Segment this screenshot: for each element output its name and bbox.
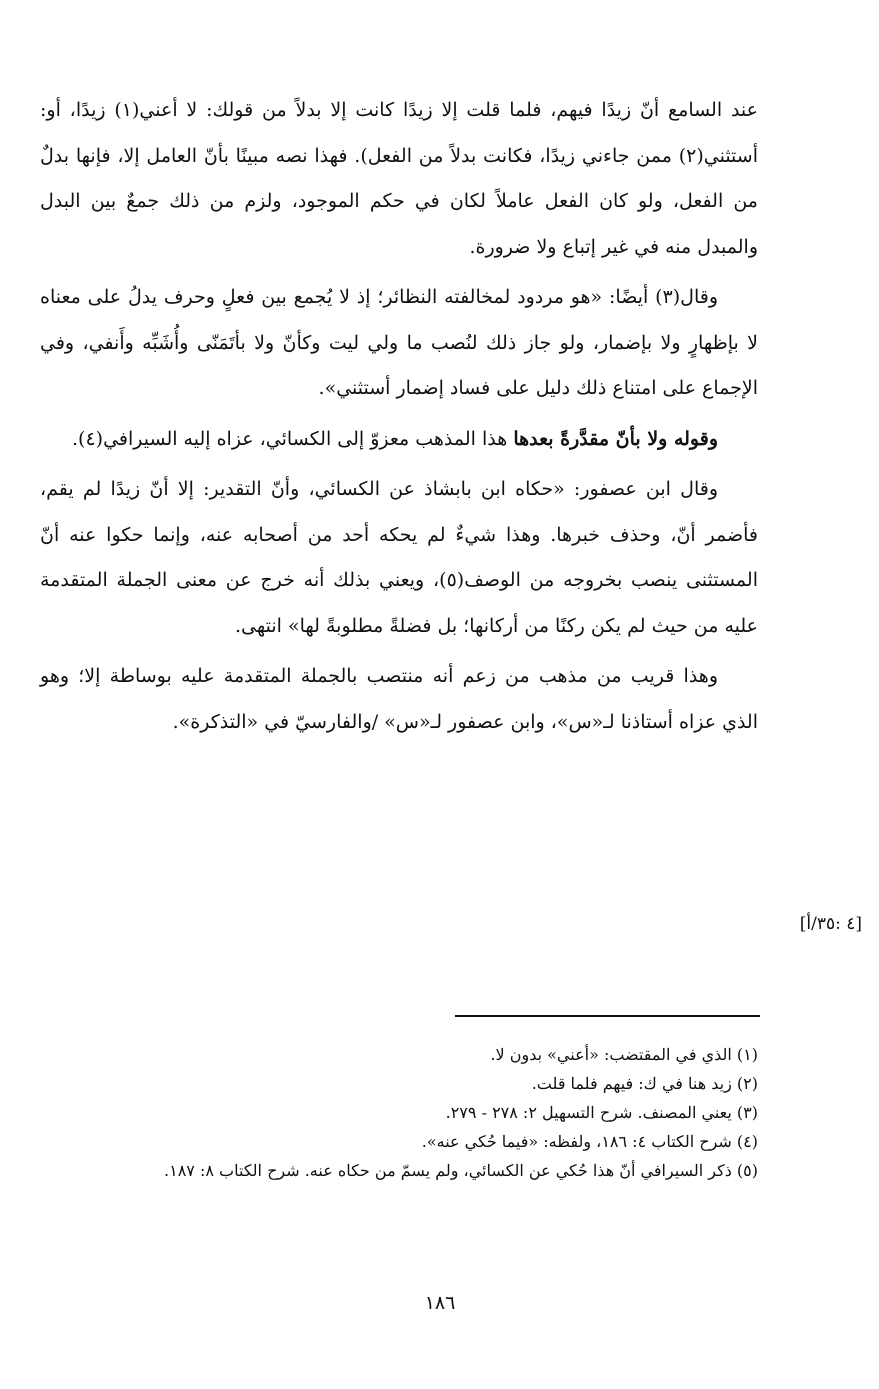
paragraph-2-text: وقال(٣) أيضًا: «هو مردود لمخالفته النظائر؛ إذ لا يُجمع بين فعلٍ وحرف يدلُ على معناه لا بإظهارٍ ولا بإضمار، ولو جاز ذلك لنُصب ما ولي ليت وكأنّ ولا بأتَمَنّى وأُشَبِّه وأَنفي، وفي الإجماع على امتناع ذلك دليل على فساد إضمار أستثني». — [40, 286, 758, 399]
paragraph-4-text: وقال ابن عصفور: «حكاه ابن بابشاذ عن الكسائي، وأنّ التقدير: إلا أنّ زيدًا لم يقم، فأضمر أنّ، وحذف خبرها. وهذا شيءٌ لم يحكه أحد من أصحابه عنه، وإنما حكوا عنه أنّ المستثنى ينصب بخروجه من الوصف(٥)، ويعني بذلك أنه خرج عن معنى الجملة المتقدمة عليه من حيث لم يكن ركنًا من أركانها؛ بل فضلةً مطلوبةً لها» انتهى. — [40, 478, 758, 637]
main-text — [40, 88, 758, 750]
footnote-3: (٣) يعني المصنف. شرح التسهيل ٢: ٢٧٨ - ٢٧٩. — [445, 1103, 758, 1122]
paragraph-4 — [40, 467, 758, 649]
paragraph-5-text: وهذا قريب من مذهب من زعم أنه منتصب بالجملة المتقدمة عليه بوساطة إلا؛ وهو الذي عزاه أستاذنا لـ«س»، وابن عصفور لـ«س» /والفارسيّ في «التذكرة». — [40, 665, 758, 733]
footnotes — [40, 1040, 758, 1185]
manuscript-folio-reference: [٤ :٣٥/أ] — [799, 914, 862, 934]
paragraph-3 — [40, 417, 758, 463]
footnote-separator — [455, 1015, 760, 1017]
paragraph-5 — [40, 654, 758, 745]
footnote-5: (٥) ذكر السيرافي أنّ هذا حُكي عن الكسائي، ولم يسمّ من حكاه عنه. شرح الكتاب ٨: ١٨٧. — [164, 1161, 758, 1180]
footnote-1: (١) الذي في المقتضب: «أعني» بدون لا. — [490, 1045, 758, 1064]
paragraph-2 — [40, 275, 758, 412]
footnote-4: (٤) شرح الكتاب ٤: ١٨٦، ولفظه: «فيما حُكي عنه». — [421, 1132, 758, 1151]
paragraph-3-lemma: وقوله ولا بأنّ مقدَّرةً بعدها — [513, 427, 718, 450]
paragraph-1 — [40, 88, 758, 270]
paragraph-1-text: عند السامع أنّ زيدًا فيهم، فلما قلت إلا زيدًا كانت إلا بدلاً من قولك: لا أعني(١) زيدًا، أو: أستثني(٢) ممن جاءني زيدًا، فكانت بدلاً من الفعل). فهذا نصه مبينًا بأنّ العامل إلا، فإنها بدلٌ من الفعل، ولو كان الفعل عاملاً لكان في حكم الموجود، ولزم من ذلك جمعٌ بين البدل والمبدل منه في غير إتباع ولا ضرورة. — [40, 99, 758, 258]
page-number: ١٨٦ — [424, 1292, 456, 1314]
paragraph-3-text: هذا المذهب معزوّ إلى الكسائي، عزاه إليه السيرافي(٤). — [72, 427, 514, 450]
footnote-2: (٢) زيد هنا في ك: فيهم فلما قلت. — [531, 1074, 758, 1093]
